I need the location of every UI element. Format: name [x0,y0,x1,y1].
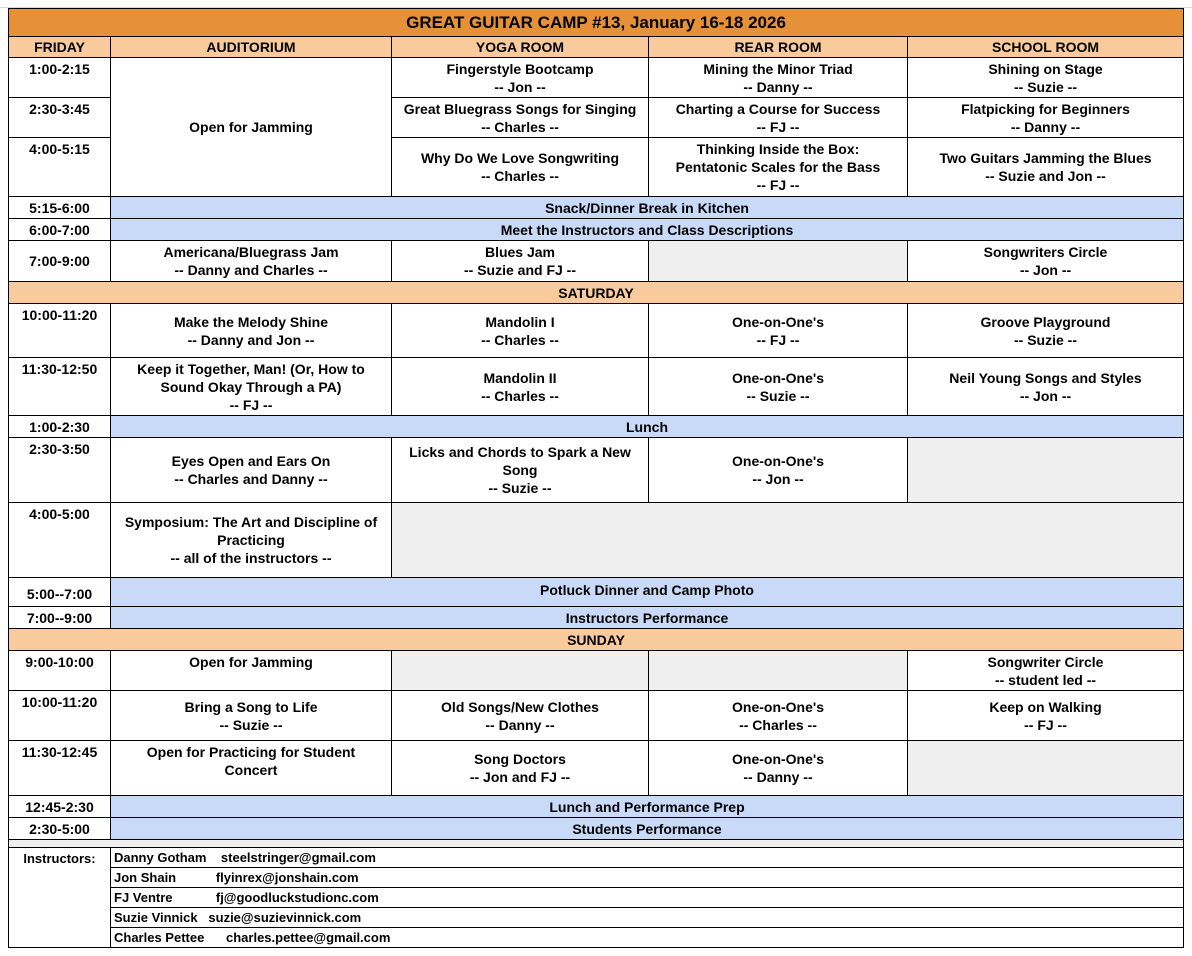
session-cell: Two Guitars Jamming the Blues -- Suzie and Jon -- [908,138,1184,197]
session-cell: Mandolin I -- Charles -- [392,304,649,358]
session-cell: Americana/Bluegrass Jam -- Danny and Charles -- [111,241,392,282]
time-cell: 5:00--7:00 [8,578,111,607]
time-cell: 4:00-5:15 [8,138,111,197]
header-friday: FRIDAY [8,37,111,58]
session-cell: Charting a Course for Success -- FJ -- [649,98,908,138]
event-band: Lunch and Performance Prep [111,796,1184,818]
empty-cell [392,651,649,691]
time-cell: 2:30-3:50 [8,438,111,503]
session-cell: Mining the Minor Triad -- Danny -- [649,58,908,98]
header-rear-room: REAR ROOM [649,37,908,58]
empty-cell [908,438,1184,503]
session-cell: Eyes Open and Ears On -- Charles and Danny -- [111,438,392,503]
session-cell: Shining on Stage -- Suzie -- [908,58,1184,98]
session-cell: One-on-One's -- Danny -- [649,741,908,796]
time-cell: 7:00-9:00 [8,241,111,282]
session-cell: Songwriters Circle -- Jon -- [908,241,1184,282]
session-cell: Make the Melody Shine -- Danny and Jon -- [111,304,392,358]
empty-cell [649,651,908,691]
session-cell: Bring a Song to Life -- Suzie -- [111,691,392,741]
instructor-row: Jon Shain flyinrex@jonshain.com [111,868,1184,888]
event-band: Lunch [111,416,1184,438]
session-cell: Mandolin II -- Charles -- [392,358,649,416]
session-cell: Song Doctors -- Jon and FJ -- [392,741,649,796]
session-cell: Thinking Inside the Box: Pentatonic Scales for the Bass -- FJ -- [649,138,908,197]
session-cell: Licks and Chords to Spark a New Song -- Suzie -- [392,438,649,503]
header-yoga-room: YOGA ROOM [392,37,649,58]
time-cell: 11:30-12:50 [8,358,111,416]
time-cell: 12:45-2:30 [8,796,111,818]
session-cell: Why Do We Love Songwriting -- Charles -- [392,138,649,197]
time-cell: 1:00-2:15 [8,58,111,98]
time-cell: 4:00-5:00 [8,503,111,578]
event-band: Potluck Dinner and Camp Photo [111,578,1184,607]
instructor-row: Suzie Vinnick suzie@suzievinnick.com [111,908,1184,928]
session-cell: Keep it Together, Man! (Or, How to Sound Okay Through a PA) -- FJ -- [111,358,392,416]
time-cell: 10:00-11:20 [8,691,111,741]
event-band: Instructors Performance [111,607,1184,629]
empty-cell [392,503,1184,578]
time-cell: 2:30-5:00 [8,818,111,840]
session-cell: Songwriter Circle -- student led -- [908,651,1184,691]
event-band: Meet the Instructors and Class Descriptions [111,219,1184,241]
day-header-saturday: SATURDAY [8,282,1184,304]
time-cell: 10:00-11:20 [8,304,111,358]
session-cell: Old Songs/New Clothes -- Danny -- [392,691,649,741]
empty-cell [649,241,908,282]
session-cell: One-on-One's -- Jon -- [649,438,908,503]
event-band: Snack/Dinner Break in Kitchen [111,197,1184,219]
session-cell: Symposium: The Art and Discipline of Practicing -- all of the instructors -- [111,503,392,578]
session-cell: Keep on Walking -- FJ -- [908,691,1184,741]
session-cell: Groove Playground -- Suzie -- [908,304,1184,358]
time-cell: 6:00-7:00 [8,219,111,241]
separator [8,840,1184,848]
session-cell: Blues Jam -- Suzie and FJ -- [392,241,649,282]
event-band: Students Performance [111,818,1184,840]
instructor-row: Danny Gotham steelstringer@gmail.com [111,848,1184,868]
session-cell: Fingerstyle Bootcamp -- Jon -- [392,58,649,98]
header-auditorium: AUDITORIUM [111,37,392,58]
page-title: GREAT GUITAR CAMP #13, January 16-18 2026 [8,8,1184,37]
session-cell: Flatpicking for Beginners -- Danny -- [908,98,1184,138]
instructors-label: Instructors: [8,848,111,948]
instructor-row: Charles Pettee charles.pettee@gmail.com [111,928,1184,948]
session-cell: Neil Young Songs and Styles -- Jon -- [908,358,1184,416]
instructor-row: FJ Ventre fj@goodluckstudionc.com [111,888,1184,908]
header-school-room: SCHOOL ROOM [908,37,1184,58]
session-cell: One-on-One's -- Suzie -- [649,358,908,416]
session-cell: Great Bluegrass Songs for Singing -- Charles -- [392,98,649,138]
time-cell: 1:00-2:30 [8,416,111,438]
session-cell: Open for Jamming [111,651,392,691]
time-cell: 5:15-6:00 [8,197,111,219]
time-cell: 9:00-10:00 [8,651,111,691]
time-cell: 2:30-3:45 [8,98,111,138]
empty-cell [908,741,1184,796]
session-cell: One-on-One's -- Charles -- [649,691,908,741]
time-cell: 7:00--9:00 [8,607,111,629]
day-header-sunday: SUNDAY [8,629,1184,651]
session-cell: One-on-One's -- FJ -- [649,304,908,358]
session-cell: Open for Jamming [111,58,392,197]
session-cell: Open for Practicing for Student Concert [111,741,392,796]
time-cell: 11:30-12:45 [8,741,111,796]
